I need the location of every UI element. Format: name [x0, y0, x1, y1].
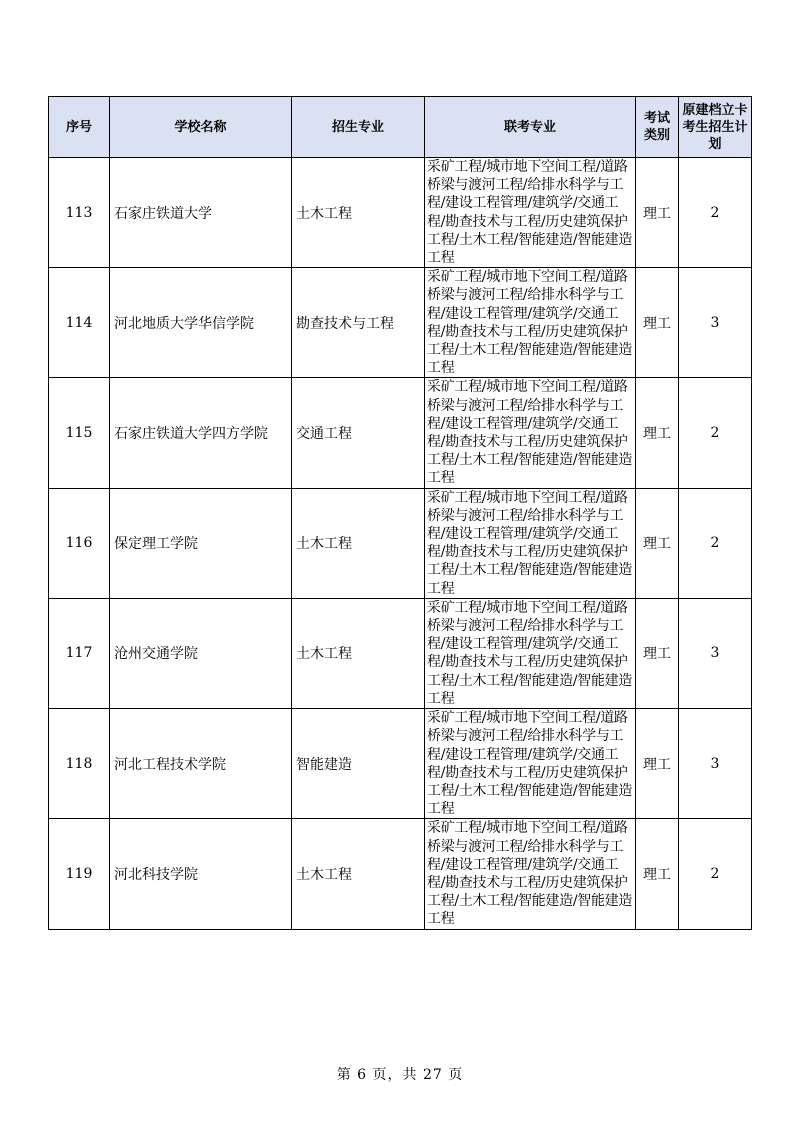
header-plan [679, 97, 752, 158]
cell-plan: 2 [679, 819, 752, 929]
cell-plan: 2 [679, 158, 752, 268]
table-row [49, 819, 752, 929]
cell-num: 117 [49, 598, 110, 708]
cell-plan: 2 [679, 378, 752, 488]
table-header-row [49, 97, 752, 158]
page-footer: 第 6 页，共 27 页 [336, 1067, 464, 1083]
cell-major: 土木工程 [292, 819, 425, 929]
cell-exam-type: 理工 [636, 709, 679, 819]
cell-joint-majors: 采矿工程/城市地下空间工程/道路桥梁与渡河工程/给排水科学与工程/建设工程管理/建筑学/交通工程/勘查技术与工程/历史建筑保护工程/土木工程/智能建造/智能建造工程 [425, 378, 636, 488]
cell-joint-majors: 采矿工程/城市地下空间工程/道路桥梁与渡河工程/给排水科学与工程/建设工程管理/建筑学/交通工程/勘查技术与工程/历史建筑保护工程/土木工程/智能建造/智能建造工程 [425, 598, 636, 708]
cell-plan: 3 [679, 268, 752, 378]
table-row [49, 268, 752, 378]
cell-school: 河北地质大学华信学院 [110, 268, 292, 378]
cell-joint-majors: 采矿工程/城市地下空间工程/道路桥梁与渡河工程/给排水科学与工程/建设工程管理/建筑学/交通工程/勘查技术与工程/历史建筑保护工程/土木工程/智能建造/智能建造工程 [425, 819, 636, 929]
cell-joint-majors: 采矿工程/城市地下空间工程/道路桥梁与渡河工程/给排水科学与工程/建设工程管理/建筑学/交通工程/勘查技术与工程/历史建筑保护工程/土木工程/智能建造/智能建造工程 [425, 488, 636, 598]
cell-major: 土木工程 [292, 158, 425, 268]
cell-major: 智能建造 [292, 709, 425, 819]
cell-major: 土木工程 [292, 598, 425, 708]
header-num: 序号 [49, 97, 110, 158]
cell-num: 116 [49, 488, 110, 598]
table-row [49, 378, 752, 488]
admission-table [48, 96, 752, 930]
cell-plan: 3 [679, 598, 752, 708]
cell-num: 118 [49, 709, 110, 819]
cell-exam-type: 理工 [636, 598, 679, 708]
table-row [49, 709, 752, 819]
table-row [49, 158, 752, 268]
table-row [49, 488, 752, 598]
cell-num: 115 [49, 378, 110, 488]
header-joint: 联考专业 [425, 97, 636, 158]
table-row [49, 598, 752, 708]
cell-major: 交通工程 [292, 378, 425, 488]
cell-exam-type: 理工 [636, 158, 679, 268]
header-school: 学校名称 [110, 97, 292, 158]
cell-school: 沧州交通学院 [110, 598, 292, 708]
cell-school: 石家庄铁道大学 [110, 158, 292, 268]
cell-num: 119 [49, 819, 110, 929]
cell-exam-type: 理工 [636, 378, 679, 488]
cell-plan: 3 [679, 709, 752, 819]
cell-exam-type: 理工 [636, 268, 679, 378]
cell-joint-majors: 采矿工程/城市地下空间工程/道路桥梁与渡河工程/给排水科学与工程/建设工程管理/建筑学/交通工程/勘查技术与工程/历史建筑保护工程/土木工程/智能建造/智能建造工程 [425, 268, 636, 378]
cell-joint-majors: 采矿工程/城市地下空间工程/道路桥梁与渡河工程/给排水科学与工程/建设工程管理/建筑学/交通工程/勘查技术与工程/历史建筑保护工程/土木工程/智能建造/智能建造工程 [425, 158, 636, 268]
cell-joint-majors: 采矿工程/城市地下空间工程/道路桥梁与渡河工程/给排水科学与工程/建设工程管理/建筑学/交通工程/勘查技术与工程/历史建筑保护工程/土木工程/智能建造/智能建造工程 [425, 709, 636, 819]
cell-school: 河北科技学院 [110, 819, 292, 929]
cell-school: 保定理工学院 [110, 488, 292, 598]
cell-school: 石家庄铁道大学四方学院 [110, 378, 292, 488]
cell-num: 113 [49, 158, 110, 268]
cell-exam-type: 理工 [636, 819, 679, 929]
cell-school: 河北工程技术学院 [110, 709, 292, 819]
header-major: 招生专业 [292, 97, 425, 158]
header-exam-type [636, 97, 679, 158]
header-exam-type-label: 考试 类别 [643, 111, 670, 143]
cell-major: 勘查技术与工程 [292, 268, 425, 378]
header-plan-label: 原建档立卡 考生招生计 划 [682, 102, 748, 152]
cell-num: 114 [49, 268, 110, 378]
cell-exam-type: 理工 [636, 488, 679, 598]
cell-plan: 2 [679, 488, 752, 598]
cell-major: 土木工程 [292, 488, 425, 598]
